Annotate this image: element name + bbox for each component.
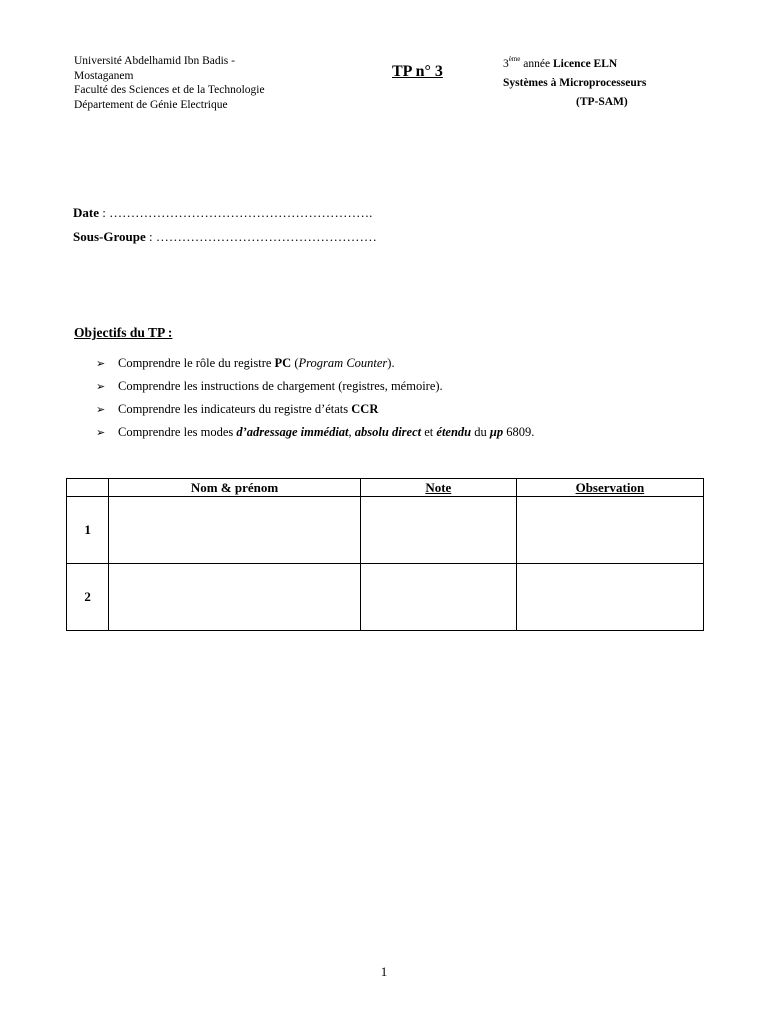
department-line: Département de Génie Electrique <box>74 98 228 111</box>
course-code: (TP-SAM) <box>576 96 628 108</box>
university-line-2: Mostaganem <box>74 69 134 82</box>
row-number: 1 <box>67 497 109 564</box>
objectives-title: Objectifs du TP : <box>74 325 173 340</box>
program-name: Licence ELN <box>553 58 618 70</box>
objective-text: ). <box>387 356 395 370</box>
objective-text: et <box>421 425 437 439</box>
objective-text: Comprendre le rôle du registre <box>118 356 275 370</box>
objective-term: Program Counter <box>298 356 388 370</box>
note-cell[interactable] <box>360 564 516 631</box>
name-cell[interactable] <box>109 564 361 631</box>
arrow-bullet-icon: ➢ <box>96 381 106 393</box>
row-number: 2 <box>67 564 109 631</box>
year-number: 3 <box>503 58 509 70</box>
objective-term: d’adressage immédiat <box>236 425 349 439</box>
objective-term: étendu <box>436 425 472 439</box>
course-name: Systèmes à Microprocesseurs <box>503 77 647 89</box>
year-superscript: ème <box>508 55 521 63</box>
note-cell[interactable] <box>360 497 516 564</box>
arrow-bullet-icon: ➢ <box>96 404 106 416</box>
arrow-bullet-icon: ➢ <box>96 427 106 439</box>
objective-item <box>96 423 534 446</box>
objective-text: 6809. <box>503 425 535 439</box>
year-word: année <box>520 58 553 70</box>
objective-term: absolu direct <box>354 425 422 439</box>
subgroup-label: Sous-Groupe <box>73 229 146 244</box>
header-observation: Observation <box>516 479 703 497</box>
tp-title: TP n° 3 <box>392 63 443 80</box>
name-cell[interactable] <box>109 497 361 564</box>
objective-term: CCR <box>351 402 379 416</box>
objective-term: μp <box>489 425 504 439</box>
observation-cell[interactable] <box>516 497 703 564</box>
objectives-list <box>96 354 534 446</box>
header-name: Nom & prénom <box>109 479 361 497</box>
course-block <box>503 50 703 112</box>
objective-text: Comprendre les modes <box>118 425 237 439</box>
subgroup-field[interactable] <box>73 229 377 245</box>
page-number: 1 <box>380 964 388 979</box>
institution-block <box>74 54 314 112</box>
table-header-row <box>67 479 704 497</box>
university-line-1: Université Abdelhamid Ibn Badis - <box>74 55 235 67</box>
objective-text: Comprendre les instructions de chargement (registres, mémoire). <box>118 379 443 393</box>
date-dots: : ……………………………………………………. <box>99 205 373 220</box>
objective-text: , <box>348 425 355 439</box>
header-note: Note <box>360 479 516 497</box>
faculty-line: Faculté des Sciences et de la Technologie <box>74 84 265 96</box>
subgroup-dots: : …………………………………………… <box>145 229 377 244</box>
objective-item <box>96 400 534 423</box>
date-label: Date <box>73 205 99 220</box>
observation-cell[interactable] <box>516 564 703 631</box>
objective-item <box>96 377 534 400</box>
objective-text: ( <box>291 356 299 370</box>
objective-item <box>96 354 534 377</box>
table-row <box>67 564 704 631</box>
students-table <box>66 478 704 631</box>
header-index-cell <box>67 479 109 497</box>
objective-text: Comprendre les indicateurs du registre d’états <box>118 402 352 416</box>
table-row <box>67 497 704 564</box>
objective-term: PC <box>274 356 292 370</box>
date-field[interactable] <box>73 205 372 221</box>
year-line <box>503 50 703 74</box>
objective-text: du <box>471 425 490 439</box>
arrow-bullet-icon: ➢ <box>96 358 106 370</box>
